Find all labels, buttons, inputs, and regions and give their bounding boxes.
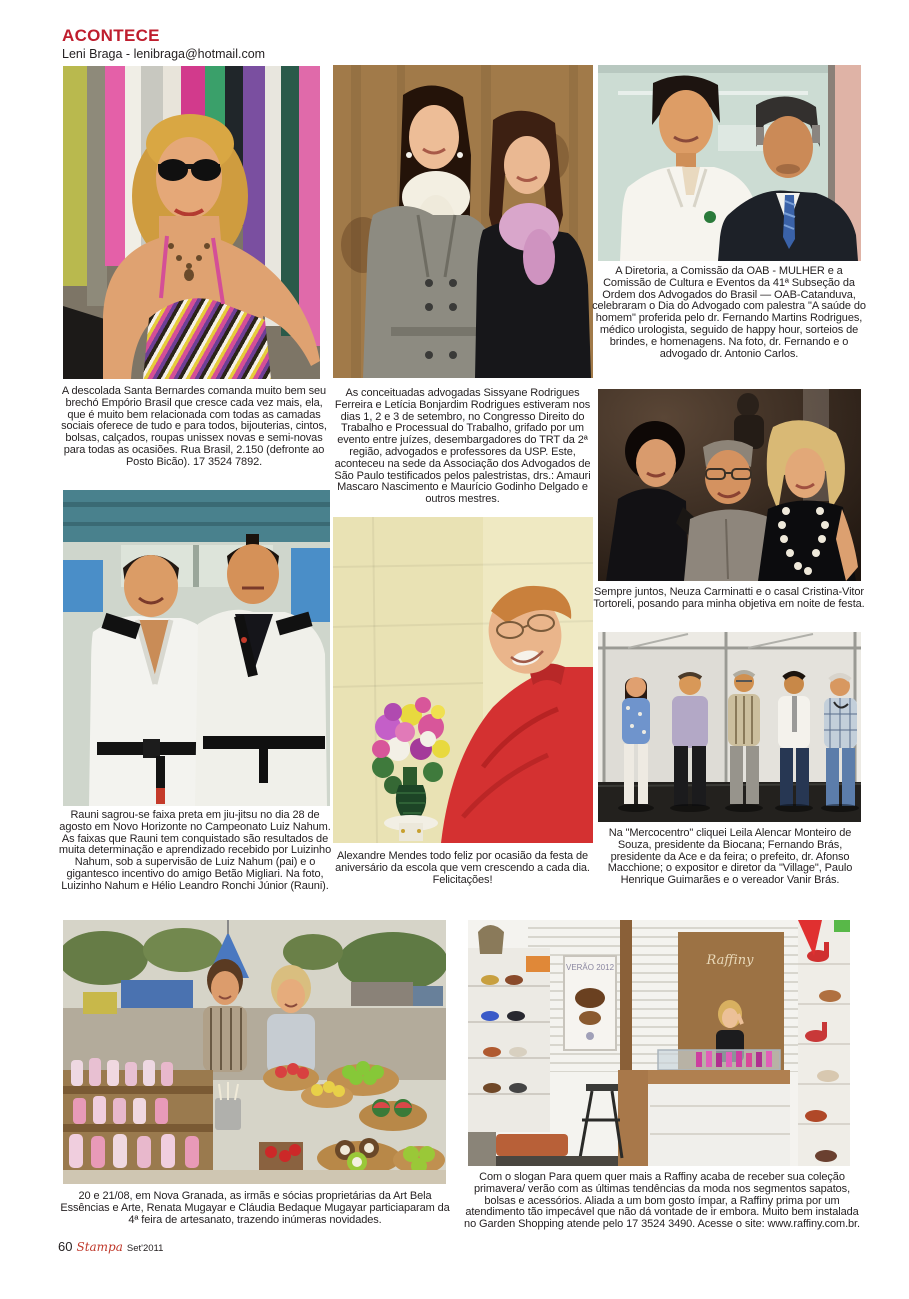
oab-photo-illustration [598,65,861,261]
raffiny-wall-sign: Raffiny [706,953,754,968]
alexandre-photo-illustration [333,517,593,843]
caption-mercocentro: Na "Mercocentro" cliquei Leila Alencar Monteiro de Souza, presidente da Biocana; Fernando Brás, presidente da Ace e da feira; o prefeito, dr. Afonso Macchione; o expositor e diretor da "Village", Paulo Henrique Guimarães e o vereador Vanir Brás. [607,827,853,887]
photo-mercocentro [598,632,861,822]
photo-feira-artesanato [63,920,446,1184]
feira-photo-illustration [63,920,446,1184]
raffiny-photo-illustration [468,920,850,1166]
magazine-name: Stampa [76,1240,123,1254]
page-footer [58,1239,163,1254]
caption-feira: 20 e 21/08, em Nova Granada, as irmãs e sócias proprietárias da Art Bela Essências e Arte, Renata Mugayar e Cláudia Bedaque Mugayar particiaparam da 4ª feira de artesanato, trazendo inúmeras novidades. [60,1190,450,1226]
caption-festa: Sempre juntos, Neuza Carminatti e o casal Cristina-Vitor Tortoreli, posando para minha objetiva em noite de festa. [593,586,865,610]
column-header [62,26,265,61]
column-title: ACONTECE [62,26,160,45]
page-number: 60 [58,1239,73,1254]
photo-raffiny-loja [468,920,850,1166]
photo-advogadas-congresso [333,65,593,378]
photo-alexandre-mendes [333,517,593,843]
caption-alexandre: Alexandre Mendes todo feliz por ocasião da festa de aniversário da escola que vem crescendo a cada dia. Felicitações! [335,850,590,886]
caption-raffiny: Com o slogan Para quem quer mais a Raffiny acaba de receber sua coleção primavera/ verão com as últimas tendências da moda nos segmentos sapatos, bolsas e acessórios. Aliada a um bom gosto ímpar, a Raffiny prima por um atendimento tão impecável que não dá vontade de ir embora. Muito bem instalada no Garden Shopping atende pelo 17 3524 3490. Acesse o site: www.raffiny.com.br. [464,1171,860,1231]
caption-jiu-jitsu: Rauni sagrou-se faixa preta em jiu-jitsu no dia 28 de agosto em Novo Horizonte no Campeonato Luiz Nahum. As faixas que Rauni tem conquistado são resultados de muita determinação e aprendizado recebido por Luizinho Nahum, sob a supervisão de Luiz Nahum (pai) e o gigantesco incentivo do amigo Betão Migliari. Na foto, Luizinho Nahum e Hélio Leandro Ronchi Júnior (Rauni). [58,809,332,892]
photo-festa-tortoreli [598,389,861,581]
column-byline: Leni Braga - lenibraga@hotmail.com [62,47,266,61]
brecho-photo-illustration [63,66,320,379]
poster-verao-2012-label: VERÃO 2012 [565,963,615,972]
advogadas-photo-illustration [333,65,593,378]
caption-oab: A Diretoria, a Comissão da OAB - MULHER e a Comissão de Cultura e Eventos da 41ª Subseção da Ordem dos Advogados do Brasil — OAB-Catanduva, celebraram o Dia do Advogado com palestra "A saúde do homem" proferida pelo dr. Fernando Martins Rodrigues, médico urologista, seguido de happy hour, sorteios de brindes, e homenagens. Na foto, dr. Fernando e o advogado dr. Antonio Carlos. [592,265,866,360]
caption-brecho: A descolada Santa Bernardes comanda muito bem seu brechó Empório Brasil que cresce cada vez mais, ela, que é muito bem relacionada com todas as camadas sociais oferece de tudo e para todos, bijouterias, cintos, bolsas, calçados, roupas unissex novas e semi-novas para todas as ocasiões. Rua Brasil, 2.150 (defronte ao Posto Bicão). 17 3524 7892. [61,385,327,468]
issue-date: Set'2011 [126,1243,164,1254]
jiu-jitsu-photo-illustration [63,490,330,806]
mercocentro-photo-illustration [598,632,861,822]
photo-oab-dia-do-advogado [598,65,861,261]
photo-brecho-santa-bernardes [63,66,320,379]
photo-jiu-jitsu [63,490,330,806]
festa-photo-illustration [598,389,861,581]
caption-advogadas: As conceituadas advogadas Sissyane Rodrigues Ferreira e Letícia Bonjardim Rodrigues estiveram nos dias 1, 2 e 3 de setembro, no Congresso Direito do Trabalho e Processual do Trabalho, grifado por um evento entre juízes, desembargadores do TRT da 2ª região, advogados e professores da USP. Este, aconteceu na sede da Associação dos Advogados de São Paulo testificados pelos palestristas, drs.: Amauri Mascaro Nascimento e Maurício Godinho Delgado e outros mestres. [334,387,591,506]
